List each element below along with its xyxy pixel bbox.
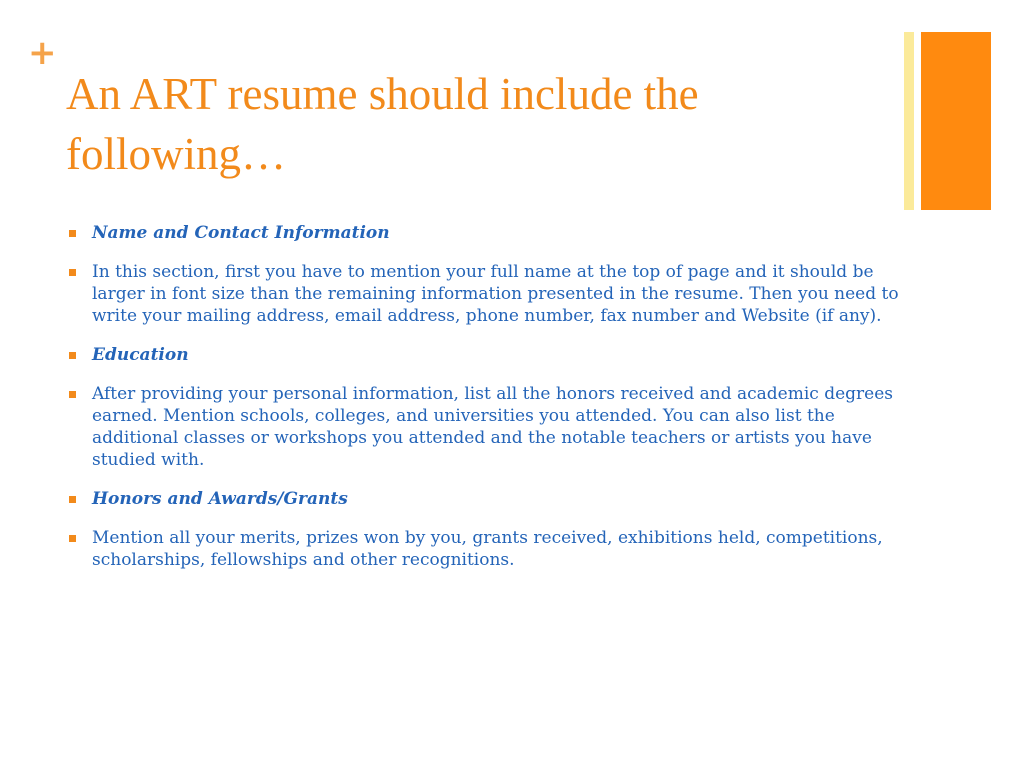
accent-bar-yellow [904,32,914,210]
section-heading: Honors and Awards/Grants [92,489,348,509]
section-description: Mention all your merits, prizes won by you, grants received, exhibitions held, competitions, scholarships, fellowships and other recognitions. [92,528,883,570]
bullet-item [62,383,902,471]
section-description: In this section, first you have to mention your full name at the top of page and it should be larger in font size than the remaining information presented in the resume. Then you need to write your mailing address, email address, phone number, fax number and Website (if any). [92,262,899,326]
bullet-item [62,527,902,571]
section-heading: Education [92,345,189,365]
slide-title: An ART resume should include the following… [66,69,699,179]
bullet-item [62,222,902,244]
bullet-item [62,488,902,510]
section-description: After providing your personal information, list all the honors received and academic degrees earned. Mention schools, colleges, and universities you attended. You can also list the additional classes or workshops you attended and the notable teachers or artists you have studied with. [92,384,894,470]
square-bullet-icon [69,496,76,503]
square-bullet-icon [69,535,76,542]
bullet-item [62,261,902,327]
square-bullet-icon [69,352,76,359]
square-bullet-icon [69,269,76,276]
bullet-list [62,222,902,588]
square-bullet-icon [69,391,76,398]
square-bullet-icon [69,230,76,237]
section-heading: Name and Contact Information [92,223,390,243]
accent-bar-orange [921,32,991,210]
bullet-item [62,344,902,366]
plus-icon: + [28,33,57,73]
